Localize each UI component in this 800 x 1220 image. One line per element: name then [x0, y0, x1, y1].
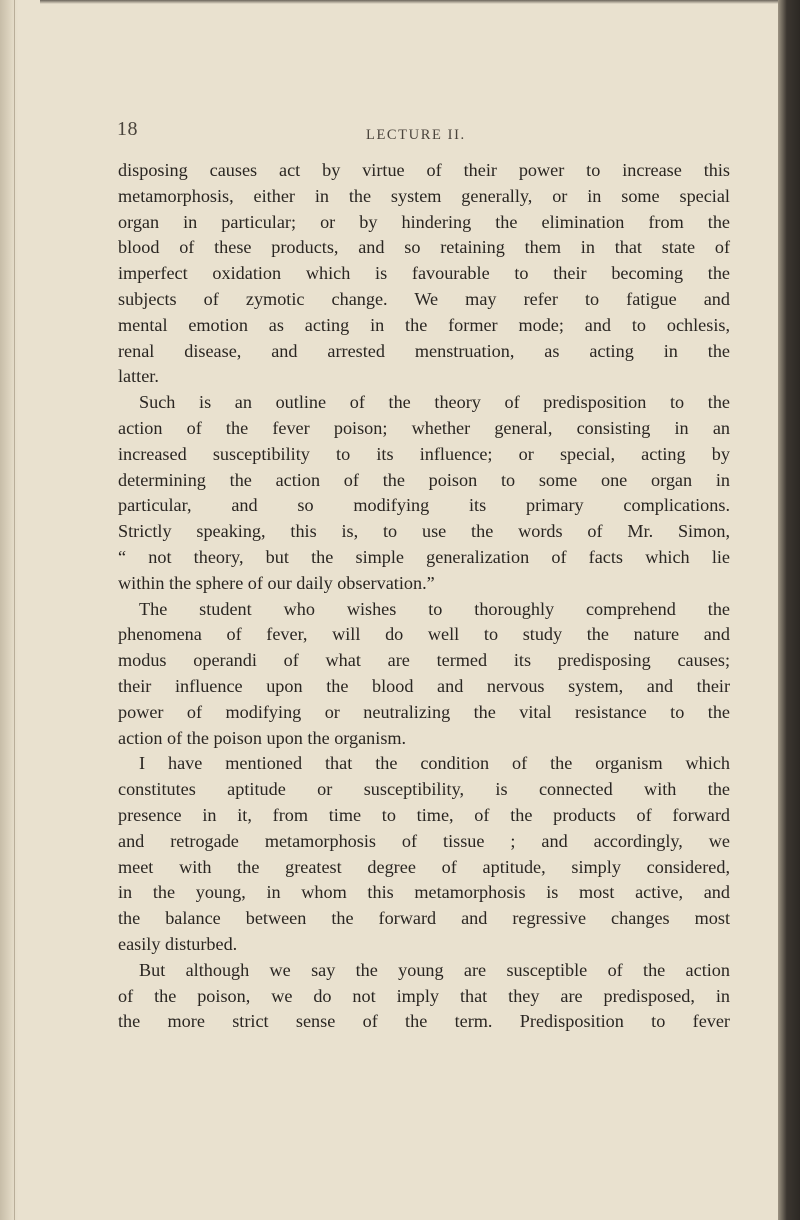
text-line: “ not theory, but the simple generalization of facts which lie: [118, 546, 730, 567]
text-line: increased susceptibility to its influence; or special, acting by: [118, 443, 730, 464]
text-line: action of the poison upon the organism.: [118, 727, 407, 748]
text-line: The student who wishes to thoroughly comprehend the: [139, 598, 730, 619]
body-text: [118, 158, 730, 1035]
text-line: and retrogade metamorphosis of tissue ; and accordingly, we: [118, 830, 730, 851]
text-line: power of modifying or neutralizing the vital resistance to the: [118, 701, 730, 722]
text-line: I have mentioned that the condition of the organism which: [139, 753, 730, 774]
text-line: renal disease, and arrested menstruation, as acting in the: [118, 340, 730, 361]
running-title: LECTURE II.: [366, 127, 466, 143]
page-gutter-shadow: [0, 0, 18, 1220]
text-line: action of the fever poison; whether general, consisting in an: [118, 417, 730, 438]
text-line: Such is an outline of the theory of predisposition to the: [139, 392, 730, 413]
book-edge: [778, 0, 800, 1220]
text-line: But although we say the young are susceptible of the action: [139, 959, 730, 980]
text-line: presence in it, from time to time, of the products of forward: [118, 804, 730, 825]
text-line: within the sphere of our daily observation.”: [118, 572, 435, 593]
text-line: their influence upon the blood and nervous system, and their: [118, 675, 730, 696]
text-line: meet with the greatest degree of aptitude, simply considered,: [118, 856, 730, 877]
page-top-edge: [40, 0, 778, 4]
text-line: metamorphosis, either in the system generally, or in some special: [118, 185, 730, 206]
text-line: the more strict sense of the term. Predisposition to fever: [118, 1011, 730, 1032]
text-line: disposing causes act by virtue of their power to increase this: [118, 160, 730, 180]
text-line: Strictly speaking, this is, to use the words of Mr. Simon,: [118, 521, 730, 542]
text-line: in the young, in whom this metamorphosis is most active, and: [118, 882, 730, 903]
text-line: blood of these products, and so retaining them in that state of: [118, 237, 730, 258]
text-line: the balance between the forward and regressive changes most: [118, 908, 730, 929]
text-line: latter.: [118, 366, 159, 387]
text-line: particular, and so modifying its primary complications.: [118, 495, 730, 516]
page-number: 18: [117, 118, 138, 140]
page-spine: [14, 0, 15, 1220]
text-line: phenomena of fever, will do well to study the nature and: [118, 624, 730, 645]
text-line: of the poison, we do not imply that they are predisposed, in: [118, 985, 730, 1006]
text-line: easily disturbed.: [118, 933, 238, 954]
text-line: determining the action of the poison to some one organ in: [118, 469, 730, 490]
text-line: subjects of zymotic change. We may refer to fatigue and: [118, 288, 730, 309]
text-line: imperfect oxidation which is favourable to their becoming the: [118, 263, 730, 284]
text-line: mental emotion as acting in the former mode; and to ochlesis,: [118, 314, 730, 335]
text-line: constitutes aptitude or susceptibility, is connected with the: [118, 779, 730, 800]
text-line: organ in particular; or by hindering the elimination from the: [118, 211, 730, 232]
text-line: modus operandi of what are termed its predisposing causes;: [118, 650, 730, 671]
